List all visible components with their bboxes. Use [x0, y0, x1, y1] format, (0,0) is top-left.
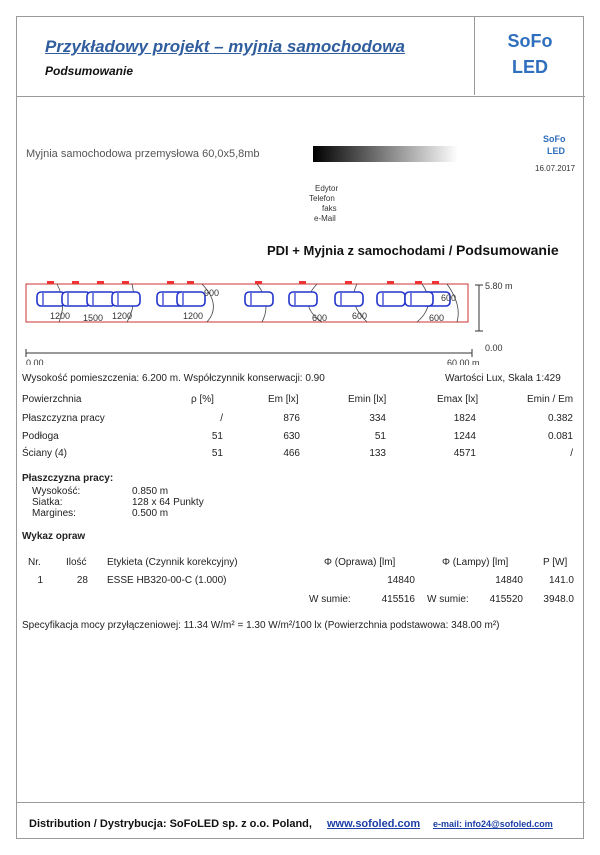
table-cell: 51: [211, 448, 223, 459]
room-scale: Wartości Lux, Skala 1:429: [445, 373, 561, 384]
plan-label-top-1: 900: [204, 288, 220, 298]
table-cell: 133: [369, 448, 386, 459]
workplane-title: Płaszczyzna pracy:: [22, 473, 114, 484]
table-cell: 51: [211, 431, 223, 442]
luminaire-marker: [345, 281, 352, 284]
table-cell: 630: [283, 431, 300, 442]
lum-sum-2: 415520: [489, 594, 523, 605]
table-row-label: Podłoga: [22, 431, 59, 442]
contact-fax: faks: [322, 204, 337, 213]
workplane-margin-value: 0.500 m: [132, 508, 169, 519]
small-logo-2: LED: [547, 146, 565, 156]
luminaire-symbol: [177, 292, 205, 306]
luminaire-symbol: [87, 292, 115, 306]
width-label: 60.00 m: [447, 358, 480, 365]
zero-y-label: 0.00: [485, 343, 503, 353]
small-logo-1: SoFo: [543, 134, 566, 144]
table-cell: 466: [283, 448, 300, 459]
luminaire-symbol: [112, 292, 140, 306]
project-name: Myjnia samochodowa przemysłowa 60,0x5,8mb: [26, 148, 260, 160]
table-cell: 334: [369, 413, 386, 424]
lum-cell-flux-fixture: 14840: [387, 575, 415, 586]
lum-sum-label-1: W sumie:: [309, 594, 351, 605]
zero-x-label: 0.00: [26, 358, 44, 365]
contact-email: e-Mail: [314, 214, 336, 223]
page-footer: [17, 802, 585, 841]
table-cell: 1824: [453, 413, 476, 424]
room-info: Wysokość pomieszczenia: 6.200 m. Współczynnik konserwacji: 0.90: [22, 373, 325, 384]
luminaire-marker: [432, 281, 439, 284]
luminaire-marker: [122, 281, 129, 284]
logo-line-1: SoFo: [507, 31, 553, 51]
surfaces-header-rho: ρ [%]: [191, 394, 214, 405]
lum-header-label: Etykieta (Czynnik korekcyjny): [107, 557, 238, 568]
luminaire-marker: [415, 281, 422, 284]
luminaire-symbol: [245, 292, 273, 306]
workplane-height-value: 0.850 m: [132, 486, 169, 497]
lum-cell-label: ESSE HB320-00-C (1.000): [107, 575, 227, 586]
plan-label-bottom-1: 1200: [50, 311, 71, 321]
table-row-label: Ściany (4): [22, 448, 68, 459]
workplane-height-label: Wysokość:: [32, 486, 81, 497]
luminaire-marker: [299, 281, 306, 284]
logo-line-2: LED: [512, 57, 548, 77]
surfaces-header-emin: Emin [lx]: [348, 394, 387, 405]
contact-editor: Edytor: [315, 184, 339, 193]
contact-phone: Telefon: [309, 194, 335, 203]
luminaire-symbol: [335, 292, 363, 306]
lum-cell-power: 141.0: [548, 575, 574, 586]
lum-sum-1: 415516: [381, 594, 415, 605]
table-cell: 0.382: [547, 413, 573, 424]
page-header: [17, 17, 585, 97]
lum-cell-qty: 28: [76, 575, 88, 586]
page-title: Przykładowy projekt – myjnia samochodowa: [45, 37, 405, 56]
luminaire-marker: [255, 281, 262, 284]
luminaire-group: [37, 281, 450, 306]
luminaire-marker: [167, 281, 174, 284]
surfaces-header-em: Em [lx]: [268, 394, 299, 405]
footer-website-link[interactable]: www.sofoled.com: [327, 818, 421, 830]
luminaire-marker: [97, 281, 104, 284]
workplane-margin-label: Margines:: [32, 508, 76, 519]
luminaire-marker: [72, 281, 79, 284]
luminaires-title: Wykaz opraw: [22, 531, 86, 542]
surfaces-header-emax: Emax [lx]: [437, 394, 479, 405]
lum-header-power: P [W]: [543, 557, 568, 568]
lum-header-flux-fixture: Φ (Oprawa) [lm]: [324, 557, 396, 568]
lum-header-nr: Nr.: [28, 557, 41, 568]
lum-header-qty: Ilość: [66, 557, 87, 568]
plan-label-bottom-2: 1500: [83, 313, 104, 323]
table-cell: 876: [283, 413, 300, 424]
page-subtitle: Podsumowanie: [45, 64, 134, 78]
table-cell: 1244: [453, 431, 476, 442]
table-cell: 0.081: [547, 431, 573, 442]
plan-label-bottom-5: 600: [312, 313, 328, 323]
footer-email-link[interactable]: e-mail: info24@sofoled.com: [433, 819, 553, 829]
table-cell: /: [220, 413, 223, 424]
luminaire-marker: [387, 281, 394, 284]
table-cell: 51: [374, 431, 386, 442]
lum-cell-nr: 1: [37, 575, 43, 586]
lum-header-flux-lamps: Φ (Lampy) [lm]: [442, 557, 509, 568]
luminaire-marker: [47, 281, 54, 284]
luminaire-symbol: [405, 292, 433, 306]
section-heading: [267, 242, 559, 258]
plan-label-bottom-6: 600: [352, 311, 368, 321]
floor-plan: [17, 275, 585, 365]
plan-label-bottom-7: 600: [429, 313, 445, 323]
table-cell: /: [570, 448, 573, 459]
luminaire-symbol: [289, 292, 317, 306]
gradient-bar: [313, 146, 458, 162]
lum-sum-label-2: W sumie:: [427, 594, 469, 605]
luminaire-symbol: [62, 292, 90, 306]
luminaire-marker: [187, 281, 194, 284]
workplane-grid-value: 128 x 64 Punkty: [132, 497, 204, 508]
workplane-grid-label: Siatka:: [32, 497, 63, 508]
plan-label-top-2: 600: [441, 293, 457, 303]
luminaire-symbol: [37, 292, 65, 306]
table-cell: 4571: [453, 448, 476, 459]
lum-sum-power: 3948.0: [543, 594, 574, 605]
lum-cell-flux-lamps: 14840: [495, 575, 523, 586]
power-specification: Specyfikacja mocy przyłączeniowej: 11.34 W/m² = 1.30 W/m²/100 lx (Powierzchnia podstawowa: 348.00 m²): [22, 620, 500, 631]
section-heading-left: PDI + Myjnia z samochodami /: [267, 243, 453, 258]
surfaces-header-surface: Powierzchnia: [22, 394, 82, 405]
sofoled-logo: [474, 17, 585, 95]
section-heading-right: Podsumowanie: [455, 242, 559, 258]
plan-label-bottom-4: 1200: [183, 311, 204, 321]
surfaces-header-ratio: Emin / Em: [527, 394, 574, 405]
footer-distribution: Distribution / Dystrybucja: SoFoLED sp. z o.o. Poland,: [29, 818, 312, 830]
document-page: [16, 16, 584, 839]
luminaire-symbol: [377, 292, 405, 306]
height-label: 5.80 m: [485, 281, 513, 291]
table-row-label: Płaszczyzna pracy: [22, 413, 105, 424]
plan-label-bottom-3: 1200: [112, 311, 133, 321]
document-date: 16.07.2017: [535, 164, 576, 173]
